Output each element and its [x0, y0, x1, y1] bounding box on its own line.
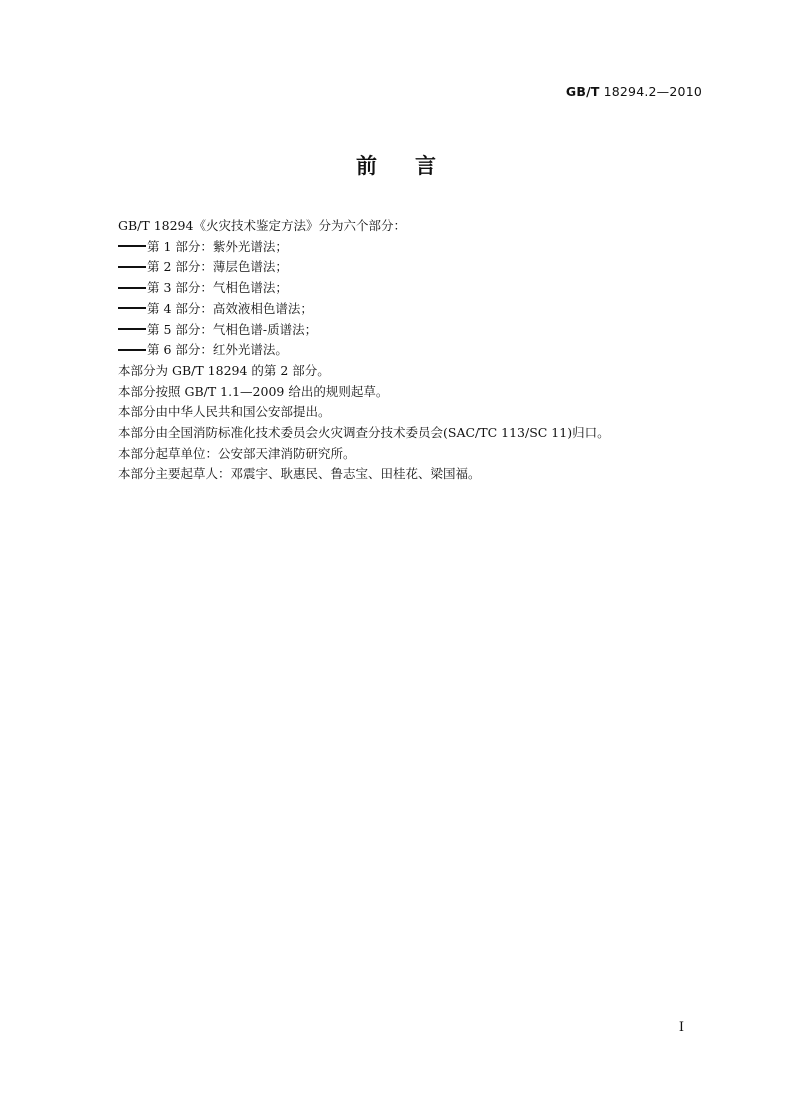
intro-line: GB/T 18294《火灾技术鉴定方法》分为六个部分： [118, 218, 406, 233]
part-list-item [118, 340, 718, 361]
paragraph-proposed-by: 本部分由中华人民共和国公安部提出。 [118, 404, 331, 420]
paragraph-drafting-organization: 本部分起草单位：公安部天津消防研究所。 [118, 445, 356, 461]
foreword-body [118, 216, 718, 485]
em-dash-mark [118, 287, 146, 289]
standard-code-number: 18294.2—2010 [603, 84, 702, 99]
part-list-text: 第 6 部分：红外光谱法。 [147, 342, 288, 358]
part-list-text: 第 5 部分：气相色谱-质谱法； [147, 321, 318, 337]
part-list-text: 第 4 部分：高效液相色谱法； [147, 300, 313, 316]
page-number: I [678, 1020, 684, 1035]
part-list-text: 第 2 部分：薄层色谱法； [147, 259, 288, 275]
page-title: 前言 [356, 154, 474, 178]
paragraph-under-jurisdiction: 本部分由全国消防标准化技术委员会火灾调查分技术委员会(SAC/TC 113/SC 11)归口。 [118, 425, 610, 441]
em-dash-mark [118, 266, 146, 268]
part-list-item [118, 257, 718, 278]
part-list-text: 第 1 部分：紫外光谱法； [147, 238, 288, 254]
part-list-text: 第 3 部分：气相色谱法； [147, 280, 288, 296]
standard-code [566, 84, 702, 99]
em-dash-mark [118, 245, 146, 247]
em-dash-mark [118, 349, 146, 351]
paragraph-drafting-rules: 本部分按照 GB/T 1.1—2009 给出的规则起草。 [118, 383, 389, 399]
part-list-item [118, 278, 718, 299]
em-dash-mark [118, 307, 146, 309]
em-dash-mark [118, 328, 146, 330]
part-list-item [118, 299, 718, 320]
part-list-item [118, 237, 718, 258]
standard-code-prefix: GB/T [565, 84, 600, 99]
paragraph-drafters: 本部分主要起草人：邓震宇、耿惠民、鲁志宝、田桂花、梁国福。 [118, 466, 481, 482]
paragraph-part-statement: 本部分为 GB/T 18294 的第 2 部分。 [118, 362, 330, 378]
part-list-item [118, 320, 718, 341]
